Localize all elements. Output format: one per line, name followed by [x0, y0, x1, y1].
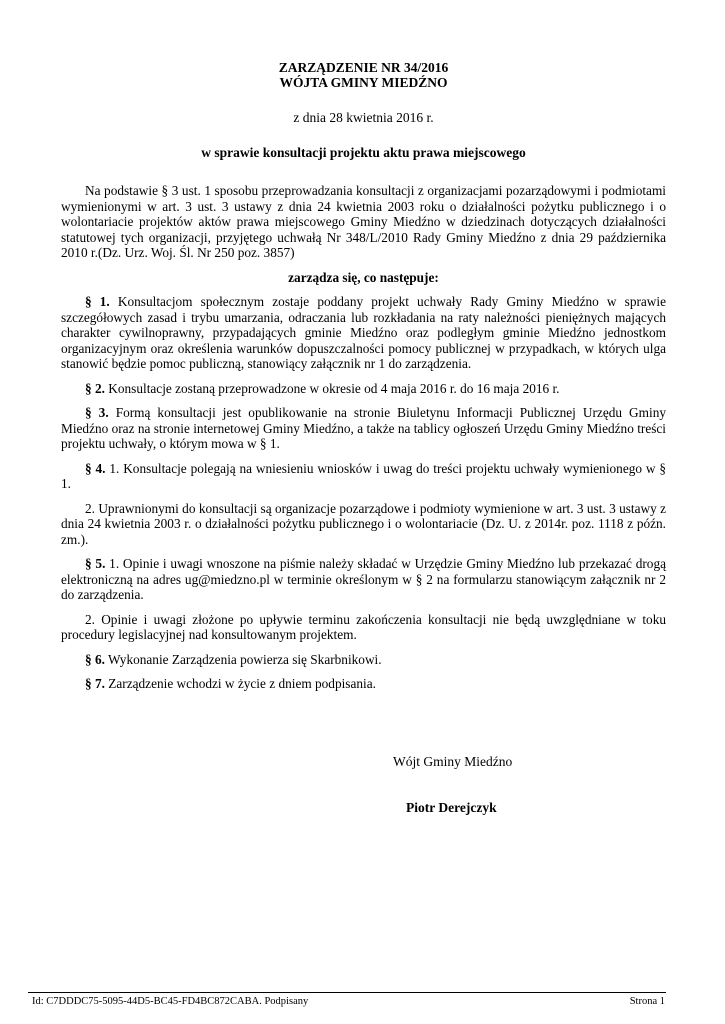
footer-document-id: Id: C7DDDC75-5095-44D5-BC45-FD4BC872CABA. Podpisany	[32, 996, 309, 1007]
paragraph-3	[61, 405, 666, 452]
paragraph-text: Konsultacjom społecznym zostaje poddany projekt uchwały Rady Gminy Miedźno w sprawie szczegółowych zasad i trybu umarzania, odraczania lub rozkładania na raty należności pieniężnych mających charakter cywilnoprawny, przypadających gminie Miedźno oraz podległym gminie Miedźno jednostkom organizacyjnym oraz określenia warunków dopuszczalności pomocy publicznej w przypadkach, w których ulga stanowić będzie pomoc publiczną, stanowiący załącznik nr 1 do zarządzenia.	[61, 294, 667, 371]
footer-divider	[28, 992, 666, 993]
document-date: z dnia 28 kwietnia 2016 r.	[293, 110, 434, 125]
paragraph-number: § 5.	[85, 556, 106, 571]
paragraph-number: § 2.	[85, 380, 105, 396]
paragraph-4-item-2: 2. Uprawnionymi do konsultacji są organizacje pozarządowe i podmioty wymienione w art. 3 ust. 3 ustawy z dnia 24 kwietnia 2003 r. o działalności pożytku publicznego i o wolontariacie (Dz. U. z 2014r. poz. 1118 z późn. zm.).	[61, 500, 666, 547]
paragraph-1	[61, 294, 666, 372]
document-issuer: WÓJTA GMINY MIEDŹNO	[279, 75, 448, 90]
paragraph-4	[61, 461, 666, 492]
signature-role: Wójt Gminy Miedźno	[393, 754, 513, 769]
legal-basis: Na podstawie § 3 ust. 1 sposobu przeprowadzania konsultacji z organizacjami pozarządowymi i podmiotami wymienionymi w art. 3 ust. 3 ustawy z dnia 24 kwietnia 2003 roku o działalności pożytku publicznego i o wolontariacie projektów aktów prawa miejscowego Gminy Miedźno w dziedzinach dotyczących działalności statutowej tych organizacji, przyjętego uchwałą Nr 348/L/2010 Rady Gminy Miedźno z dnia 29 października 2010 r.(Dz. Urz. Woj. Śl. Nr 250 poz. 3857)	[61, 183, 666, 260]
document-title: ZARZĄDZENIE NR 34/2016	[278, 60, 449, 75]
paragraph-2	[61, 381, 666, 397]
paragraph-number: § 6.	[85, 651, 105, 667]
paragraph-number: § 1.	[85, 294, 110, 309]
paragraph-number: § 3.	[85, 405, 109, 420]
paragraph-text: Wykonanie Zarządzenia powierza się Skarbnikowi.	[108, 651, 382, 667]
paragraph-text: 1. Konsultacje polegają na wniesieniu wniosków i uwag do treści projektu uchwały wymienionego w § 1.	[61, 460, 666, 491]
paragraph-5-item-2: 2. Opinie i uwagi złożone po upływie terminu zakończenia konsultacji nie będą uwzględniane w toku procedury legislacyjnej nad konsultowanym projektem.	[61, 611, 666, 642]
document-subject: w sprawie konsultacji projektu aktu prawa miejscowego	[201, 145, 526, 160]
paragraph-number: § 7.	[85, 676, 105, 691]
document-body	[61, 183, 666, 692]
paragraph-text: Formą konsultacji jest opublikowanie na stronie Biuletynu Informacji Publicznej Urzędu Gminy Miedźno oraz na stronie internetowej Gminy Miedźno, a także na tablicy ogłoszeń Urzędu Gminy Miedźno treści projektu uchwały, o którym mowa w § 1.	[61, 405, 666, 451]
paragraph-text: Zarządzenie wchodzi w życie z dniem podpisania.	[108, 676, 376, 691]
paragraph-number: § 4.	[85, 460, 106, 476]
paragraph-text: Konsultacje zostaną przeprowadzone w okresie od 4 maja 2016 r. do 16 maja 2016 r.	[108, 380, 560, 396]
paragraph-5	[61, 556, 666, 603]
footer-page-number: Strona 1	[629, 996, 665, 1007]
paragraph-6	[61, 652, 666, 668]
orders-heading: zarządza się, co następuje:	[288, 269, 439, 285]
signature-name: Piotr Derejczyk	[406, 800, 497, 815]
paragraph-7	[61, 676, 666, 692]
paragraph-text: 1. Opinie i uwagi wnoszone na piśmie należy składać w Urzędzie Gminy Miedźno lub przekazać drogą elektroniczną na adres ug@miedzno.pl w terminie określonym w § 2 na formularzu stanowiącym załącznik nr 2 do zarządzenia.	[61, 556, 666, 602]
